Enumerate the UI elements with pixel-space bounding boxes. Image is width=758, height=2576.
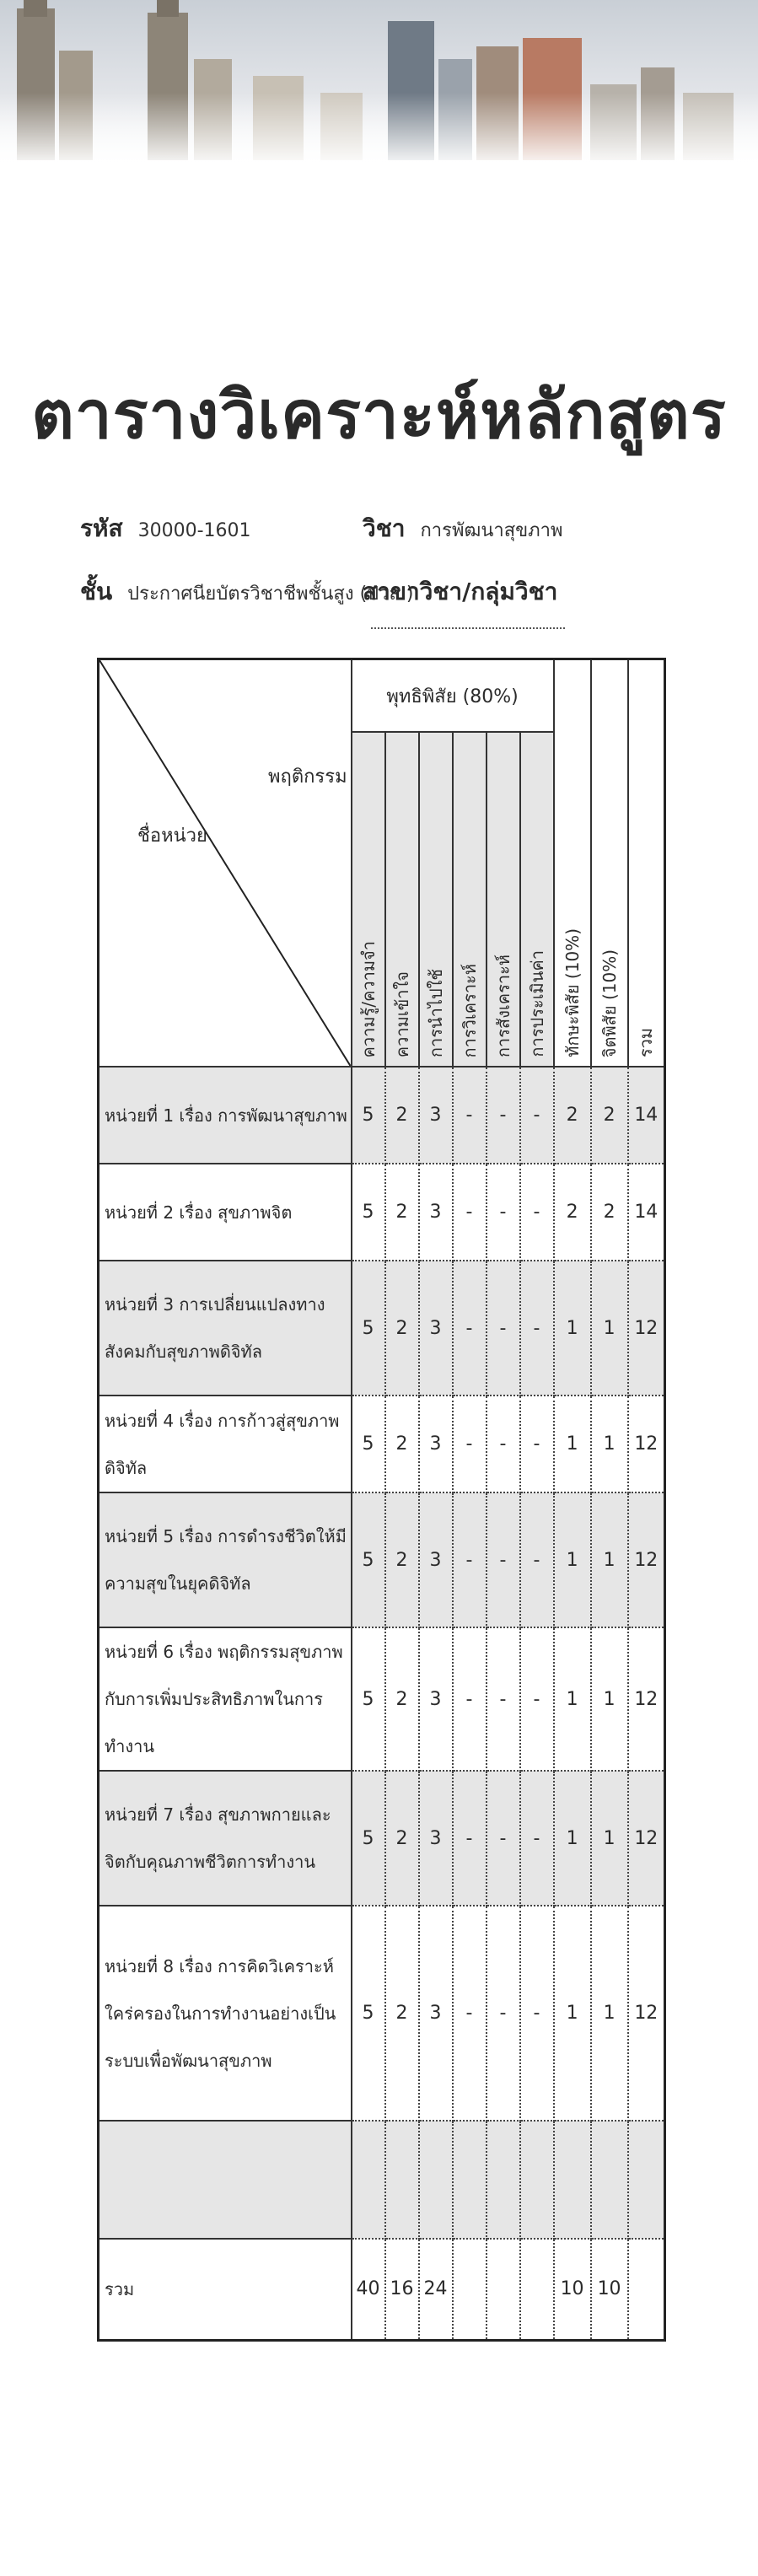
table-row [99,1261,665,1396]
score-cell: 12 [628,1492,665,1627]
sum-cell [628,2239,665,2340]
score-cell: 1 [554,1492,591,1627]
score-cell: 2 [385,1627,419,1771]
city-skyline-banner [0,0,758,169]
total-header [628,659,665,1068]
score-cell: - [520,1396,554,1492]
score-cell: - [453,1906,487,2121]
score-cell: - [487,1396,520,1492]
code-value: 30000-1601 [137,520,251,541]
subject-value: การพัฒนาสุขภาพ [420,520,563,541]
score-cell: 1 [591,1627,628,1771]
corner-unit-label: ชื่อหน่วย [137,826,207,847]
score-cell: 12 [628,1396,665,1492]
table-row [99,1906,665,2121]
empty-row [99,2121,665,2239]
score-cell: - [520,1771,554,1906]
score-cell: 1 [554,1906,591,2121]
course-dept [363,573,758,634]
score-cell: - [520,1492,554,1627]
score-cell: 2 [385,1067,419,1164]
corner-behavior-label: พฤติกรรม [268,766,347,788]
score-cell: - [520,1627,554,1771]
score-cell: 1 [554,1261,591,1396]
code-label: รหัส [80,514,123,542]
empty-cell [352,2121,385,2239]
score-cell: 3 [419,1164,453,1261]
score-cell: 3 [419,1261,453,1396]
cog-header-3 [453,732,487,1067]
empty-cell [419,2121,453,2239]
score-cell: 3 [419,1396,453,1492]
unit-name: หน่วยที่ 3 การเปลี่ยนแปลงทางสังคมกับสุขภาพดิจิทัล [99,1261,352,1396]
level-label: ชั้น [80,578,113,605]
unit-name: หน่วยที่ 8 เรื่อง การคิดวิเคราะห์ ใคร่ครองในการทำงานอย่างเป็นระบบเพื่อพัฒนาสุขภาพ [99,1906,352,2121]
score-cell: 3 [419,1906,453,2121]
sum-cell: 10 [554,2239,591,2340]
score-cell: 2 [591,1164,628,1261]
score-cell: 12 [628,1771,665,1906]
empty-cell [385,2121,419,2239]
unit-name: หน่วยที่ 5 เรื่อง การดำรงชีวิตให้มีความสุขในยุคดิจิทัล [99,1492,352,1627]
cognitive-group-header: พุทธิพิสัย (80%) [352,659,554,733]
cog-header-5-text: การประเมินค่า [526,950,547,1057]
table-row [99,1067,665,1164]
subject-label: วิชา [363,514,406,542]
score-cell: 14 [628,1067,665,1164]
score-cell: 3 [419,1627,453,1771]
sum-cell [520,2239,554,2340]
affective-header-text: จิตพิสัย (10%) [599,949,620,1057]
cog-header-2 [419,732,453,1067]
score-cell: 2 [385,1771,419,1906]
score-cell: 5 [352,1261,385,1396]
score-cell: - [453,1164,487,1261]
score-cell: - [520,1067,554,1164]
score-cell: 2 [591,1067,628,1164]
score-cell: - [453,1627,487,1771]
table-row [99,1627,665,1771]
page-title: ตารางวิเคราะห์หลักสูตร [31,378,727,454]
sum-cell: 40 [352,2239,385,2340]
unit-name: หน่วยที่ 6 เรื่อง พฤติกรรมสุขภาพกับการเพิ่มประสิทธิภาพในการทำงาน [99,1627,352,1771]
score-cell: 2 [554,1164,591,1261]
sum-row [99,2239,665,2340]
score-cell: 2 [385,1164,419,1261]
score-cell: 5 [352,1771,385,1906]
curriculum-table [97,658,666,2342]
course-code [80,510,251,547]
score-cell: 1 [591,1396,628,1492]
unit-name: หน่วยที่ 2 เรื่อง สุขภาพจิต [99,1164,352,1261]
score-cell: 12 [628,1261,665,1396]
score-cell: - [520,1261,554,1396]
affective-header [591,659,628,1068]
score-cell: - [520,1164,554,1261]
score-cell: - [453,1067,487,1164]
course-subject [363,510,563,547]
sum-label: รวม [99,2239,352,2340]
score-cell: 5 [352,1164,385,1261]
score-cell: - [487,1067,520,1164]
score-cell: 2 [385,1261,419,1396]
table-row [99,1164,665,1261]
score-cell: 5 [352,1067,385,1164]
score-cell: 5 [352,1396,385,1492]
empty-unit-name [99,2121,352,2239]
dept-label: สาขาวิชา/กลุ่มวิชา [363,578,558,605]
unit-name: หน่วยที่ 1 เรื่อง การพัฒนาสุขภาพ [99,1067,352,1164]
score-cell: - [453,1261,487,1396]
score-cell: 3 [419,1067,453,1164]
empty-cell [520,2121,554,2239]
score-cell: 1 [591,1492,628,1627]
score-cell: 5 [352,1906,385,2121]
skill-header [554,659,591,1068]
level-value: ประกาศนียบัตรวิชาชีพชั้นสูง (ปวส.) [127,583,414,605]
score-cell: 2 [554,1067,591,1164]
sum-cell: 16 [385,2239,419,2340]
cog-header-0-text: ความรู้/ความจำ [357,940,379,1057]
table-body [99,1067,665,2340]
empty-cell [453,2121,487,2239]
score-cell: 3 [419,1771,453,1906]
empty-cell [591,2121,628,2239]
cog-header-4-text: การสังเคราะห์ [492,954,513,1057]
score-cell: - [487,1164,520,1261]
score-cell: 3 [419,1492,453,1627]
empty-cell [554,2121,591,2239]
score-cell: - [520,1906,554,2121]
cog-header-4 [487,732,520,1067]
sum-cell: 24 [419,2239,453,2340]
score-cell: 1 [554,1627,591,1771]
score-cell: 5 [352,1627,385,1771]
cog-header-3-text: การวิเคราะห์ [459,963,480,1057]
score-cell: - [487,1906,520,2121]
score-cell: - [453,1771,487,1906]
score-cell: 12 [628,1906,665,2121]
dept-blank [371,614,565,629]
empty-cell [487,2121,520,2239]
score-cell: - [487,1627,520,1771]
score-cell: 1 [554,1771,591,1906]
score-cell: 1 [591,1771,628,1906]
cog-header-5 [520,732,554,1067]
table-row [99,1492,665,1627]
score-cell: 2 [385,1492,419,1627]
score-cell: 14 [628,1164,665,1261]
total-header-text: รวม [636,1027,657,1057]
score-cell: - [487,1492,520,1627]
score-cell: 1 [591,1906,628,2121]
score-cell: 2 [385,1906,419,2121]
score-cell: 1 [554,1396,591,1492]
corner-cell [99,659,352,1068]
score-cell: 12 [628,1627,665,1771]
table-row [99,1771,665,1906]
cog-header-0 [352,732,385,1067]
score-cell: - [487,1261,520,1396]
score-cell: - [453,1396,487,1492]
score-cell: 1 [591,1261,628,1396]
cog-header-2-text: การนำไปใช้ [425,968,446,1057]
score-cell: - [453,1492,487,1627]
sum-cell [453,2239,487,2340]
sum-cell [487,2239,520,2340]
score-cell: 2 [385,1396,419,1492]
empty-cell [628,2121,665,2239]
table-row [99,1396,665,1492]
score-cell: - [487,1771,520,1906]
sum-cell: 10 [591,2239,628,2340]
cog-header-1 [385,732,419,1067]
unit-name: หน่วยที่ 4 เรื่อง การก้าวสู่สุขภาพดิจิทัล [99,1396,352,1492]
skill-header-text: ทักษะพิสัย (10%) [562,928,583,1057]
score-cell: 5 [352,1492,385,1627]
cog-header-1-text: ความเข้าใจ [391,971,412,1057]
unit-name: หน่วยที่ 7 เรื่อง สุขภาพกายและจิตกับคุณภาพชีวิตการทำงาน [99,1771,352,1906]
